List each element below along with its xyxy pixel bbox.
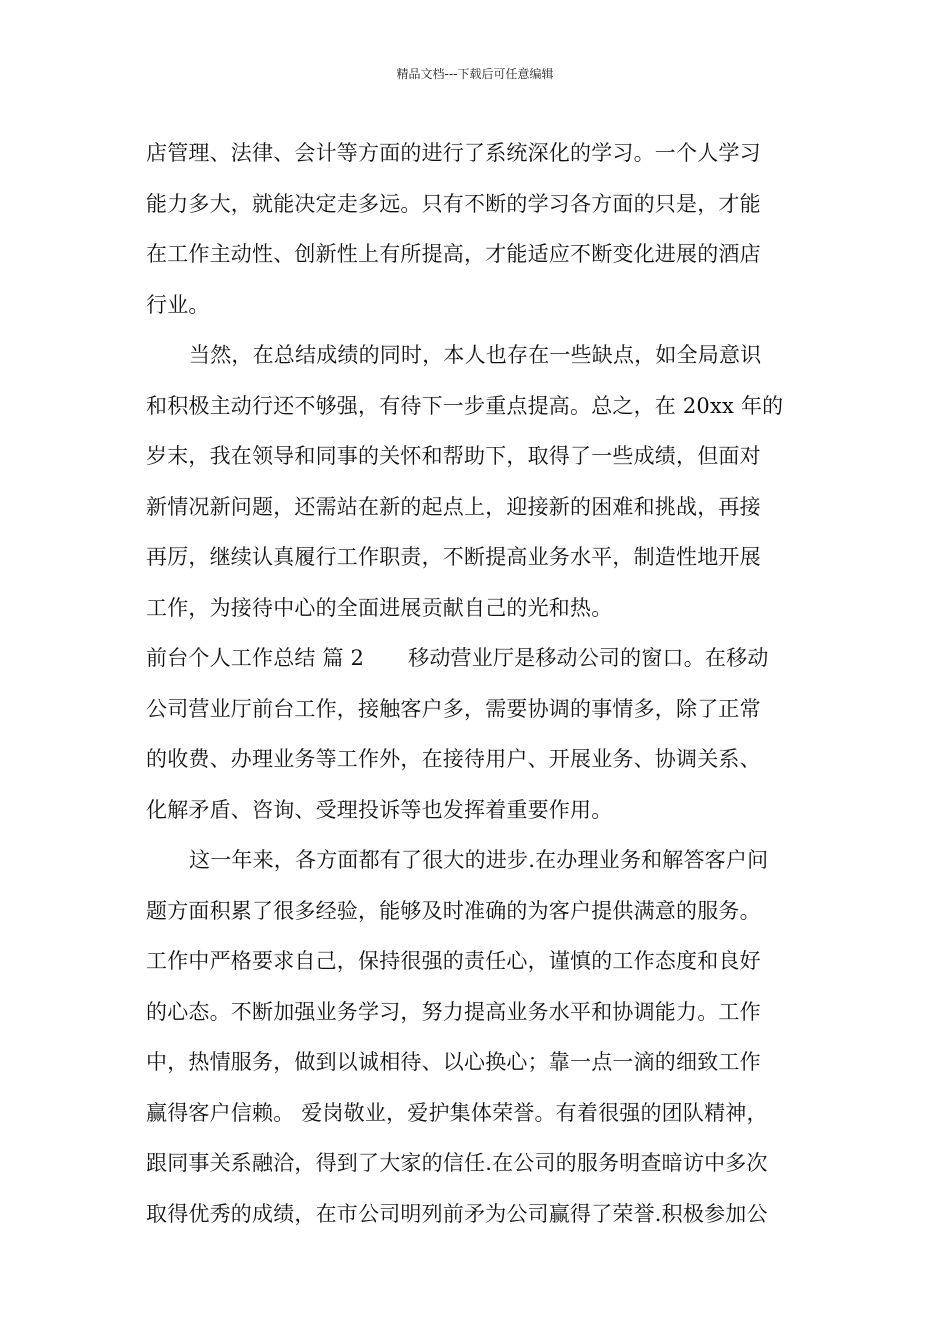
heading-line	[146, 633, 816, 684]
text-line: 的收费、办理业务等工作外，在接待用户、开展业务、协调关系、	[146, 747, 761, 771]
text-line: 工作中严格要求自己，保持很强的责任心，谨慎的工作态度和良好	[146, 949, 761, 973]
text-line: 跟同事关系融洽，得到了大家的信任.在公司的服务明查暗访中多次	[146, 1151, 768, 1175]
text-line: 岁末，我在领导和同事的关怀和帮助下，取得了一些成绩，但面对	[146, 444, 761, 468]
text-line: 再厉，继续认真履行工作职责，不断提高业务水平，制造性地开展	[146, 545, 761, 569]
text-line: 当然，在总结成绩的同时，本人也存在一些缺点，如全局意识	[189, 343, 762, 367]
text-line: 行业。	[146, 292, 210, 317]
paragraph	[146, 633, 816, 835]
text-line: 在工作主动性、创新性上有所提高，才能适应不断变化进展的酒店	[146, 242, 761, 266]
text-line: 新情况新问题，还需站在新的起点上，迎接新的困难和挑战，再接	[146, 494, 761, 519]
text-line: 这一年来，各方面都有了很大的进步.在办理业务和解答客户问	[189, 848, 769, 872]
text-line: 化解矛盾、咨询、受理投诉等也发挥着重要作用。	[146, 797, 613, 822]
text-line: 中，热情服务，做到以诚相待、以心换心；靠一点一滴的细致工作	[146, 1050, 761, 1074]
text-line: 工作，为接待中心的全面进展贡献自己的光和热。	[146, 595, 613, 620]
section-heading: 前台个人工作总结 篇 2	[146, 646, 365, 670]
paragraph	[146, 330, 816, 633]
text-line: 的心态。不断加强业务学习，努力提高业务水平和协调能力。工作	[146, 999, 761, 1024]
text-line: 题方面积累了很多经验，能够及时准确的为客户提供满意的服务。	[146, 898, 761, 923]
text-line: 赢得客户信赖。 爱岗敬业，爱护集体荣誉。有着很强的团队精神，	[146, 1100, 768, 1125]
page-header: 精品文档---下载后可任意编辑	[396, 67, 554, 81]
text-line: 公司营业厅前台工作，接触客户多，需要协调的事情多，除了正常	[146, 696, 761, 721]
text-line: 取得优秀的成绩，在市公司明列前矛为公司赢得了荣誉.积极参加公	[146, 1201, 768, 1226]
text-run: 移动营业厅是移动公司的窗口。在移动	[408, 646, 769, 670]
document-body	[146, 128, 816, 1239]
paragraph	[146, 128, 816, 330]
text-line: 能力多大，就能决定走多远。只有不断的学习各方面的只是，才能	[146, 191, 761, 216]
text-line: 店管理、法律、会计等方面的进行了系统深化的学习。一个人学习	[146, 141, 761, 165]
paragraph	[146, 835, 816, 1239]
text-line: 和积极主动行还不够强，有待下一步重点提高。总之，在 20xx 年的	[146, 393, 784, 418]
